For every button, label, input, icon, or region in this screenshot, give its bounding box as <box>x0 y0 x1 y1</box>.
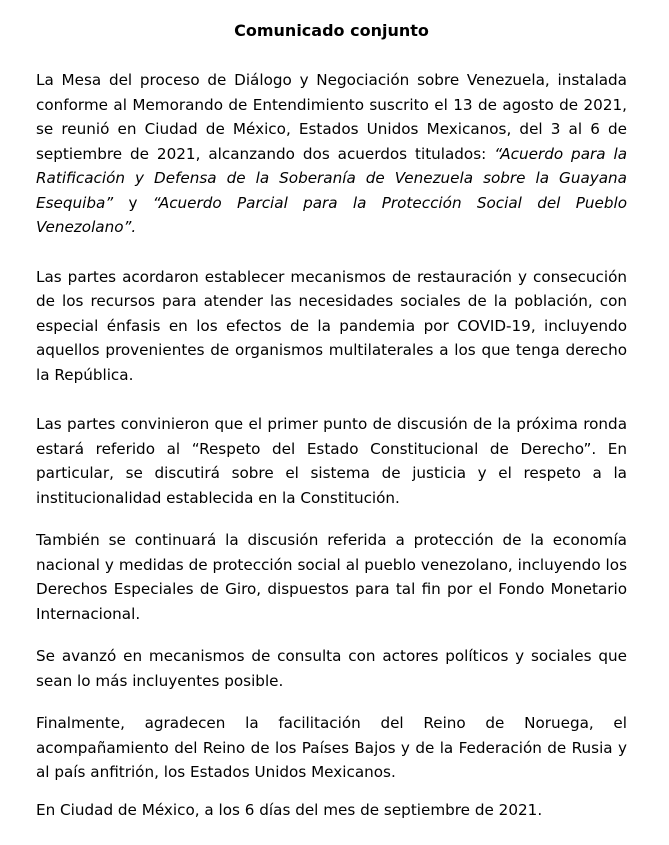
paragraph-7-closing: En Ciudad de México, a los 6 días del mes de septiembre de 2021. <box>36 800 543 819</box>
paragraph-2: Las partes acordaron establecer mecanismos de restauración y consecución de los recursos para atender las necesidades sociales de la población, con especial énfasis en los efectos de la pandemia por COVID-19, incluyendo aquellos provenientes de organismos multilaterales a los que tenga derecho la República. <box>36 267 627 384</box>
agreement-title-social-protection: “Acuerdo Parcial para la Protección Social del Pueblo Venezolano”. <box>36 193 627 236</box>
document-page <box>36 20 627 822</box>
paragraph-5: Se avanzó en mecanismos de consulta con actores políticos y sociales que sean lo más incluyentes posible. <box>36 647 627 690</box>
agreement-title-guayana: “Acuerdo para la Ratificación y Defensa de la Soberanía de Venezuela sobre la Guayana Esequiba” <box>36 144 627 212</box>
paragraph-1 <box>36 68 627 240</box>
paragraph-6: Finalmente, agradecen la facilitación del Reino de Noruega, el acompañamiento del Reino de los Países Bajos y de la Federación de Rusia y al país anfitrión, los Estados Unidos Mexicanos. <box>36 714 627 781</box>
paragraph-4: También se continuará la discusión referida a protección de la economía nacional y medidas de protección social al pueblo venezolano, incluyendo los Derechos Especiales de Giro, dispuestos para tal fin por el Fondo Monetario Internacional. <box>36 531 627 623</box>
paragraph-3: Las partes convinieron que el primer punto de discusión de la próxima ronda estará referido al “Respeto del Estado Constitucional de Derecho”. En particular, se discutirá sobre el sistema de justicia y el respeto a la institucionalidad establecida en la Constitución. <box>36 415 627 507</box>
document-title: Comunicado conjunto <box>234 21 429 40</box>
paragraph-1-connector: y <box>113 193 153 212</box>
paragraph-1-text: La Mesa del proceso de Diálogo y Negociación sobre Venezuela, instalada conforme al Memorando de Entendimiento suscrito el 13 de agosto de 2021, se reunió en Ciudad de México, Estados Unidos Mexicanos, del 3 al 6 de septiembre de 2021, alcanzando dos acuerdos titulados: <box>36 71 627 163</box>
